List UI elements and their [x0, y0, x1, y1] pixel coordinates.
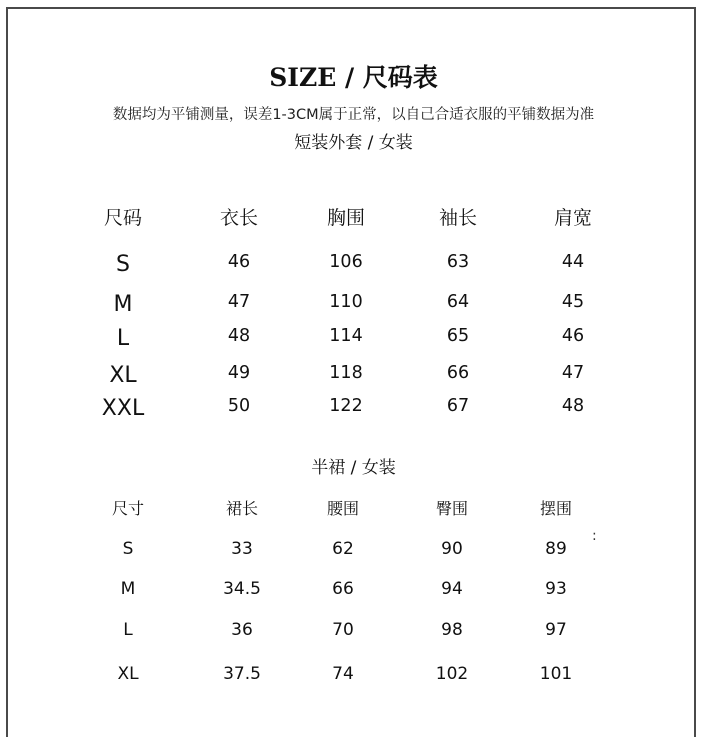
skirt-header-3: 臀围 — [435, 499, 469, 518]
jacket-cell-r4-c4: 48 — [561, 396, 585, 416]
jacket-cell-r0-c3: 63 — [446, 252, 470, 272]
skirt-cell-r0-c4: 89 — [545, 539, 567, 559]
jacket-section-title: 短装外套 / 女装 — [294, 133, 413, 153]
skirt-cell-r3-c0: XL — [117, 664, 139, 684]
jacket-cell-r3-c0: XL — [109, 363, 137, 388]
measurement-note: 数据均为平铺测量，误差1-3CM属于正常，以自己合适衣服的平铺数据为准 — [112, 107, 595, 123]
skirt-cell-r3-c3: 102 — [435, 664, 469, 684]
skirt-header-2: 腰围 — [326, 499, 360, 518]
jacket-cell-r0-c0: S — [116, 252, 130, 277]
jacket-header-0: 尺码 — [103, 207, 143, 229]
skirt-cell-r3-c2: 74 — [332, 664, 354, 684]
jacket-cell-r1-c1: 47 — [227, 292, 251, 312]
jacket-cell-r1-c2: 110 — [329, 292, 363, 312]
jacket-cell-r3-c3: 66 — [446, 363, 470, 383]
skirt-section-title: 半裙 / 女装 — [311, 458, 396, 478]
jacket-cell-r2-c1: 48 — [227, 326, 251, 346]
jacket-header-2: 胸围 — [326, 207, 366, 229]
skirt-cell-r2-c1: 36 — [231, 620, 253, 640]
jacket-header-4: 肩宽 — [553, 207, 593, 229]
skirt-cell-r0-c0: S — [122, 539, 134, 559]
chart-title: SIZE / 尺码表 — [269, 63, 438, 92]
jacket-cell-r2-c4: 46 — [561, 326, 585, 346]
skirt-cell-r2-c0: L — [123, 620, 133, 640]
skirt-cell-r3-c4: 101 — [539, 664, 573, 684]
skirt-cell-r1-c1: 34.5 — [223, 579, 261, 599]
jacket-header-3: 袖长 — [438, 207, 478, 229]
jacket-cell-r3-c2: 118 — [329, 363, 363, 383]
jacket-cell-r0-c4: 44 — [561, 252, 585, 272]
jacket-cell-r4-c1: 50 — [227, 396, 251, 416]
skirt-cell-r1-c2: 66 — [332, 579, 354, 599]
skirt-cell-r2-c2: 70 — [332, 620, 354, 640]
jacket-cell-r0-c2: 106 — [329, 252, 363, 272]
jacket-cell-r1-c0: M — [113, 292, 133, 317]
skirt-cell-r3-c1: 37.5 — [223, 664, 261, 684]
skirt-cell-r2-c3: 98 — [441, 620, 463, 640]
jacket-cell-r4-c3: 67 — [446, 396, 470, 416]
jacket-cell-r0-c1: 46 — [227, 252, 251, 272]
skirt-cell-r0-c2: 62 — [332, 539, 354, 559]
jacket-cell-r3-c4: 47 — [561, 363, 585, 383]
skirt-cell-r2-c4: 97 — [545, 620, 567, 640]
skirt-cell-r1-c4: 93 — [545, 579, 567, 599]
jacket-cell-r4-c0: XXL — [101, 396, 145, 421]
jacket-cell-r2-c2: 114 — [329, 326, 363, 346]
jacket-cell-r4-c2: 122 — [329, 396, 363, 416]
skirt-header-4: 摆围 — [539, 499, 573, 518]
skirt-header-0: 尺寸 — [111, 499, 145, 518]
jacket-cell-r3-c1: 49 — [227, 363, 251, 383]
skirt-cell-r0-c1: 33 — [231, 539, 253, 559]
skirt-cell-r1-c3: 94 — [441, 579, 463, 599]
skirt-cell-r0-c3: 90 — [441, 539, 463, 559]
jacket-cell-r1-c4: 45 — [561, 292, 585, 312]
skirt-header-1: 裙长 — [225, 499, 259, 518]
jacket-cell-r2-c3: 65 — [446, 326, 470, 346]
skirt-cell-r1-c0: M — [120, 579, 136, 599]
jacket-header-1: 衣长 — [219, 207, 259, 229]
stray-mark: : — [592, 528, 597, 544]
jacket-cell-r2-c0: L — [116, 326, 130, 351]
jacket-cell-r1-c3: 64 — [446, 292, 470, 312]
